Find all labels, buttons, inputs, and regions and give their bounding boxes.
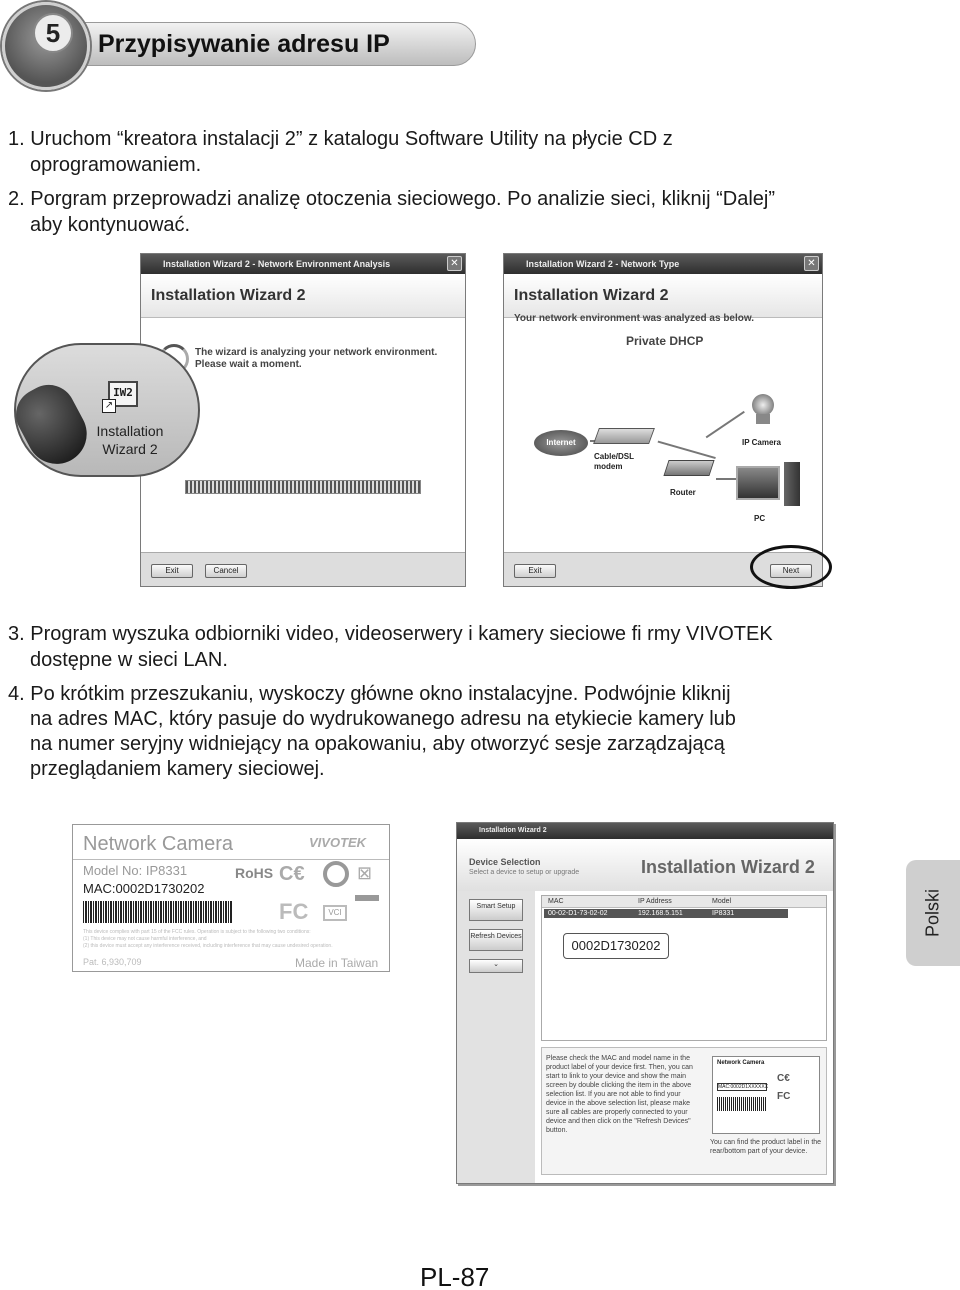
made-in: Made in Taiwan xyxy=(295,956,379,970)
step-2-line-2: aby kontynuować. xyxy=(30,214,191,236)
window-heading: Installation Wizard 2 xyxy=(504,274,822,318)
installation-wizard-icon[interactable]: IW2 xyxy=(108,381,138,407)
rohs-mark: RoHS xyxy=(235,865,274,881)
next-highlight-circle xyxy=(750,545,832,589)
step-4-line-3: na numer seryjny widniejący na opakowaniu, aby otworzyć sesje zarządzającą xyxy=(30,733,725,755)
icon-label-2: Wizard 2 xyxy=(102,441,158,457)
desktop-icon-callout xyxy=(14,343,200,477)
network-message: Your network environment was analyzed as below. xyxy=(514,313,755,324)
network-type: Private DHCP xyxy=(626,334,704,348)
window-footer xyxy=(141,552,465,586)
link-line xyxy=(706,411,761,462)
window-heading: Installation Wizard 2 xyxy=(641,857,815,877)
side-panel xyxy=(457,891,535,1183)
page-number: PL-87 xyxy=(420,1262,490,1290)
scroll-down-button[interactable]: ⌄ xyxy=(469,959,523,973)
shortcut-arrow-icon: ↗ xyxy=(102,399,116,413)
analysis-message-1: The wizard is analyzing your network environment. xyxy=(195,347,438,358)
mini-label-title: Network Camera xyxy=(717,1060,765,1066)
patent-number: Pat. 6,930,709 xyxy=(83,957,142,967)
label-title: Network Camera xyxy=(83,833,234,855)
modem-label-2: modem xyxy=(594,462,623,471)
camera-label: IP Camera xyxy=(742,438,781,447)
step-2-line-1: 2. Porgram przeprowadzi analizę otoczenia sieciowego. Po analizie sieci, kliknij “Dalej” xyxy=(8,188,776,210)
next-button[interactable]: Next xyxy=(770,564,812,578)
step-3-line-2: dostępne w sieci LAN. xyxy=(30,649,228,671)
step-1-line-2: oprogramowaniem. xyxy=(30,154,202,176)
list-header xyxy=(542,896,826,908)
step-4-line-2: na adres MAC, który pasuje do wydrukowanego adresu na etykiecie kamery lub xyxy=(30,708,736,730)
router-icon xyxy=(663,460,714,476)
help-text-right: You can find the product label in the rear/bottom part of your device. xyxy=(710,1139,822,1155)
section-subtitle: Select a device to setup or upgrade xyxy=(469,869,580,876)
window-titlebar: Installation Wizard 2 - Network Type xyxy=(504,254,822,274)
section-title: Device Selection xyxy=(469,857,541,867)
weee-bin-icon: ⊠ xyxy=(357,863,373,883)
exit-button[interactable]: Exit xyxy=(151,564,193,578)
row-mac: 00-02-D1-73-02-02 xyxy=(548,910,608,917)
compliance-2: (1) This device may not cause harmful interference, and xyxy=(83,936,207,942)
row-ip: 192.168.5.151 xyxy=(638,910,683,917)
ce-mark-icon: C€ xyxy=(279,863,305,885)
window-titlebar: Installation Wizard 2 - Network Environment Analysis xyxy=(141,254,465,274)
compliance-1: This device complies with part 15 of the FCC rules. Operation is subject to the following two conditions: xyxy=(83,929,311,935)
mac-callout: 0002D1730202 xyxy=(563,933,669,959)
label-divider xyxy=(73,859,389,860)
label-model: Model No: IP8331 xyxy=(83,863,188,878)
help-text-left: Please check the MAC and model name in the product label of your device first. Then, you can start to link to your device and show the main screen by double clicking the item in the above selection list. If you are not able to find your device in the above selection list, please make sure all cables are properly connected to your device and then click on the "Refresh Devices" button. xyxy=(546,1055,693,1134)
step-3-line-1: 3. Program wyszuka odbiorniki video, videoserwery i kamery sieciowe fi rmy VIVOTEK xyxy=(8,623,773,645)
ip-camera-icon xyxy=(752,394,774,416)
device-row[interactable] xyxy=(544,909,788,918)
pc-tower-icon xyxy=(784,462,800,506)
section-number: 5 xyxy=(33,13,73,53)
step-4-line-1: 4. Po krótkim przeszukaniu, wyskoczy główne okno instalacyjne. Podwójnie kliknij xyxy=(8,683,731,705)
icon-label-1: Installation xyxy=(96,423,164,439)
refresh-devices-button[interactable]: Refresh Devices xyxy=(469,929,523,951)
exit-button[interactable]: Exit xyxy=(514,564,556,578)
router-label: Router xyxy=(670,488,696,497)
step-1-line-1: 1. Uruchom “kreatora instalacji 2” z katalogu Software Utility na płycie CD z xyxy=(8,128,673,150)
camera-base xyxy=(756,414,770,424)
compliance-3: (2) this device must accept any interference received, including interference that may cause undesired operation. xyxy=(83,943,333,949)
mini-label-mac: MAC:0002D1XXXXXX xyxy=(718,1084,769,1090)
mini-label xyxy=(712,1056,820,1134)
smart-setup-button[interactable]: Smart Setup xyxy=(469,899,523,921)
pc-monitor-icon xyxy=(736,466,780,500)
fcc-mark-icon: FC xyxy=(279,899,309,924)
device-selection-window xyxy=(456,822,834,1184)
certification-icon xyxy=(323,861,349,887)
product-label xyxy=(72,824,390,972)
row-model: IP8331 xyxy=(712,910,735,917)
step-4-line-4: przeglądaniem kamery sieciowej. xyxy=(30,758,325,780)
window-heading: Installation Wizard 2 xyxy=(141,274,465,318)
window-header xyxy=(457,839,833,891)
window-titlebar: Installation Wizard 2 xyxy=(457,823,833,839)
col-mac[interactable]: MAC xyxy=(548,898,564,905)
section-number-badge xyxy=(2,2,90,90)
page-title: Przypisywanie adresu IP xyxy=(98,30,390,58)
analysis-progress-bar xyxy=(185,480,421,494)
language-tab xyxy=(906,860,960,966)
col-model[interactable]: Model xyxy=(712,898,732,905)
label-mac: MAC:0002D1730202 xyxy=(83,881,205,896)
vivotek-logo: VIVOTEK xyxy=(309,835,367,850)
pc-label: PC xyxy=(754,514,766,523)
modem-icon xyxy=(593,428,655,444)
vci-mark-icon: VCI xyxy=(323,905,347,921)
close-icon[interactable]: ✕ xyxy=(804,256,819,271)
analysis-message-2: Please wait a moment. xyxy=(195,359,302,370)
help-panel xyxy=(541,1047,827,1175)
close-icon[interactable]: ✕ xyxy=(447,256,462,271)
modem-label-1: Cable/DSL xyxy=(594,452,635,461)
label-bar xyxy=(355,895,379,901)
cancel-button[interactable]: Cancel xyxy=(205,564,247,578)
col-ip[interactable]: IP Address xyxy=(638,898,672,905)
mini-ce-icon: C€ xyxy=(777,1073,790,1084)
device-list[interactable] xyxy=(541,895,827,1041)
wizard-network-type-window xyxy=(503,253,823,587)
mini-fcc-icon: FC xyxy=(777,1091,791,1102)
barcode xyxy=(83,901,233,923)
language-tab-label: Polski xyxy=(922,888,943,938)
internet-cloud-icon: Internet xyxy=(534,430,588,456)
mini-barcode xyxy=(717,1097,767,1111)
